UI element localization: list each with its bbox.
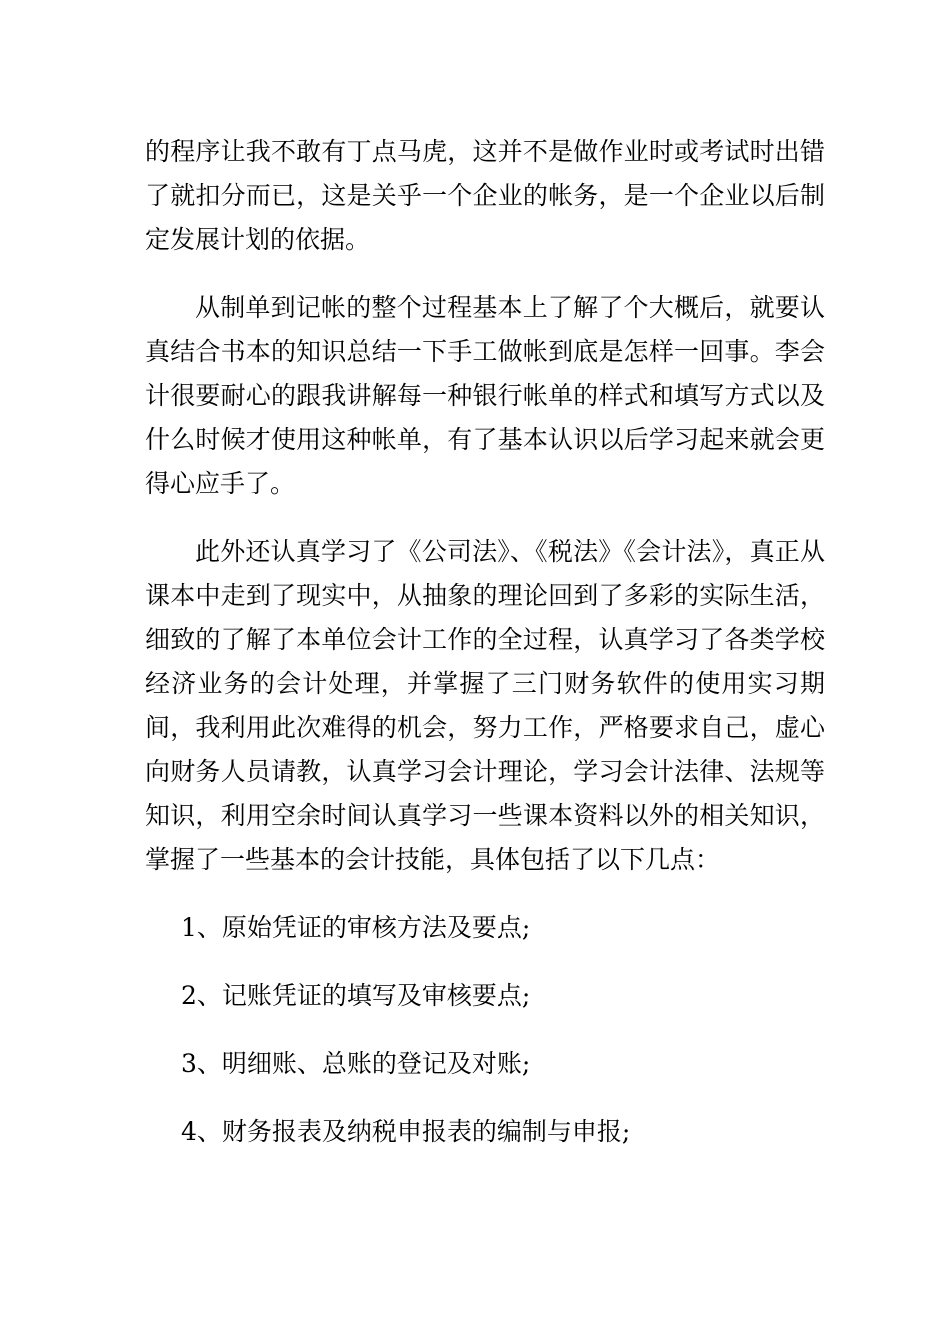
document-body — [145, 130, 825, 1178]
paragraph-continued: 的程序让我不敢有丁点马虎，这并不是做作业时或考试时出错了就扣分而已，这是关乎一个企业的帐务，是一个企业以后制定发展计划的依据。 — [145, 137, 825, 254]
list-item: 3、明细账、总账的登记及对账; — [181, 1049, 531, 1078]
list-item: 4、财务报表及纳税申报表的编制与申报; — [181, 1117, 631, 1146]
list-item: 2、记账凭证的填写及审核要点; — [181, 981, 531, 1010]
list-item: 1、原始凭证的审核方法及要点; — [181, 913, 531, 942]
paragraph-study-laws: 此外还认真学习了《公司法》、《税法》《会计法》，真正从课本中走到了现实中，从抽象的理论回到了多彩的实际生活，细致的了解了本单位会计工作的全过程，认真学习了各类学校经济业务的会计处理，并掌握了三门财务软件的使用实习期间，我利用此次难得的机会，努力工作，严格要求自己，虚心向财务人员请教，认真学习会计理论，学习会计法律、法规等知识，利用空余时间认真学习一些课本资料以外的相关知识，掌握了一些基本的会计技能，具体包括了以下几点： — [145, 537, 825, 874]
paragraph-bookkeeping-process: 从制单到记帐的整个过程基本上了解了个大概后，就要认真结合书本的知识总结一下手工做帐到底是怎样一回事。李会计很要耐心的跟我讲解每一种银行帐单的样式和填写方式以及什么时候才使用这种帐单，有了基本认识以后学习起来就会更得心应手了。 — [145, 293, 825, 498]
